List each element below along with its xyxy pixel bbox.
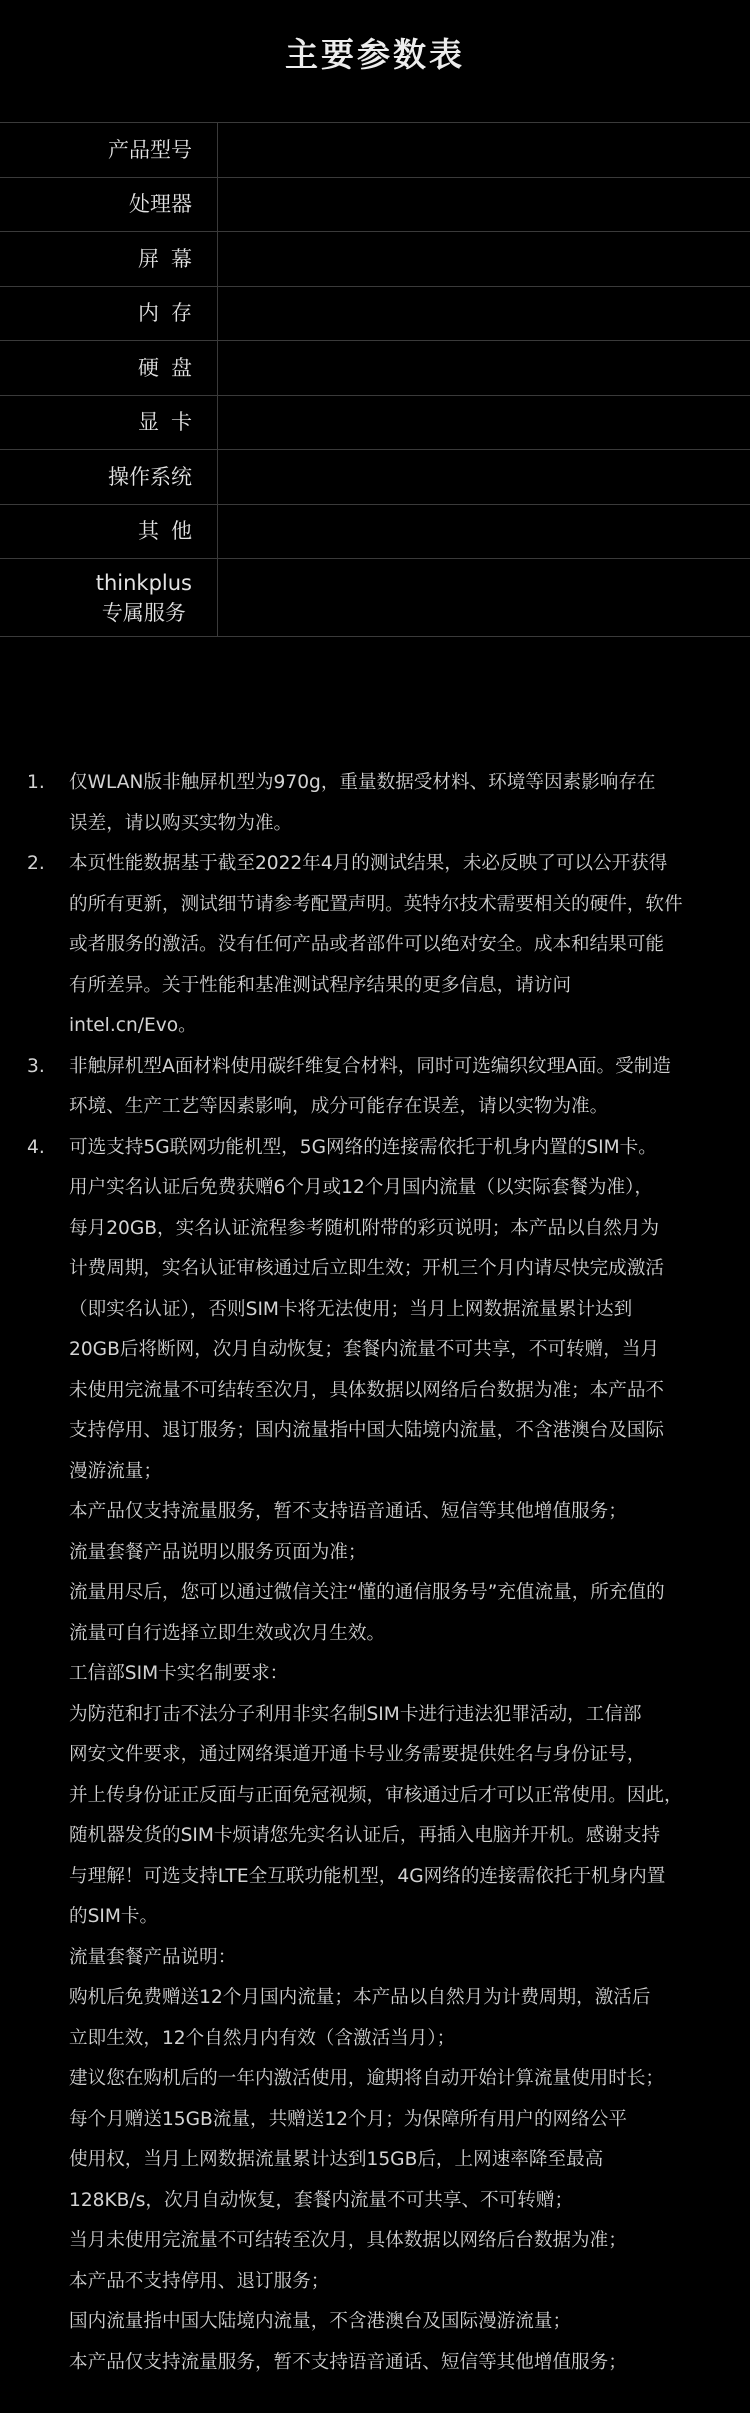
spec-value [218,178,750,232]
footnote-line: 每个月赠送15GB流量，共赠送12个月；为保障所有用户的网络公平 [69,2108,627,2130]
spec-row-graphics [0,396,750,451]
footnote-line: 误差，请以购买实物为准。 [69,812,293,834]
footnote [27,1047,717,1128]
footnote-line: 使用权，当月上网数据流量累计达到15GB后，上网速率降至最高 [69,2149,604,2170]
footnote-line: 支持停用、退订服务；国内流量指中国大陆境内流量，不含港澳台及国际 [69,1420,665,1441]
spec-value [218,287,750,341]
spec-value [218,505,750,559]
spec-row-thinkplus [0,559,750,637]
footnote-line: （即实名认证），否则SIM卡将无法使用；当月上网数据流量累计达到 [69,1298,633,1320]
footnote-text [69,844,717,1047]
footnote-line: 工信部SIM卡实名制要求： [69,1663,289,1684]
spec-value [218,396,750,450]
footnote-line: 与理解！可选支持LTE全互联功能机型，4G网络的连接需依托于机身内置 [69,1865,666,1887]
spec-label: 硬盘 [0,341,218,395]
footnote-number: 4. [27,1136,45,1158]
footnote-line: 128KB/s，次月自动恢复，套餐内流量不可共享、不可转赠； [69,2189,574,2211]
footnote-line: 流量套餐产品说明以服务页面为准； [69,1541,367,1563]
spec-label: 内存 [0,287,218,341]
footnote-line: 的SIM卡。 [69,1906,159,1927]
footnote-line: 未使用完流量不可结转至次月，具体数据以网络后台数据为准；本产品不 [69,1379,665,1401]
footnote-line: 本产品不支持停用、退订服务； [69,2270,330,2292]
footnote [27,1128,717,2384]
spec-row-screen [0,232,750,287]
spec-label: 其他 [0,505,218,559]
footnote-text [69,1047,717,1128]
spec-row-memory [0,287,750,342]
footnote-line: 的所有更新，测试细节请参考配置声明。英特尔技术需要相关的硬件，软件 [69,893,683,915]
footnote-line: 随机器发货的SIM卡烦请您先实名认证后，再插入电脑并开机。感谢支持 [69,1825,661,1846]
footnote-line: 购机后免费赠送12个月国内流量；本产品以自然月为计费周期，激活后 [69,1987,651,2008]
footnote [27,763,717,844]
spec-row-other [0,505,750,560]
spec-label: thinkplus 专属服务 [0,559,218,636]
footnote-line: 网安文件要求，通过网络渠道开通卡号业务需要提供姓名与身份证号， [69,1744,646,1765]
footnotes [0,763,750,2383]
spec-label: 显卡 [0,396,218,450]
footnote-line: 20GB后将断网，次月自动恢复；套餐内流量不可共享，不可转赠，当月 [69,1339,660,1360]
footnote-line: 立即生效，12个自然月内有效（含激活当月）； [69,2027,456,2049]
footnote-line: 用户实名认证后免费获赠6个月或12个月国内流量（以实际套餐为准）， [69,1177,654,1198]
footnote-line: 或者服务的激活。没有任何产品或者部件可以绝对安全。成本和结果可能 [69,934,665,955]
footnote-number: 2. [27,853,45,874]
footnote-line: 环境、生产工艺等因素影响，成分可能存在误差，请以实物为准。 [69,1096,609,1117]
footnote-line: intel.cn/Evo。 [69,1015,197,1036]
footnote-line: 流量用尽后，您可以通过微信关注“懂的通信服务号”充值流量，所充值的 [69,1582,665,1603]
footnote-line: 当月未使用完流量不可结转至次月，具体数据以网络后台数据为准； [69,2230,627,2251]
spec-label: 处理器 [0,178,218,232]
footnote-line: 本产品仅支持流量服务，暂不支持语音通话、短信等其他增值服务； [69,1501,627,1522]
footnote-number: 3. [27,1055,45,1077]
footnote-line: 建议您在购机后的一年内激活使用，逾期将自动开始计算流量使用时长； [69,2068,665,2089]
spec-row-model [0,123,750,178]
footnote-line: 计费周期，实名认证审核通过后立即生效；开机三个月内请尽快完成激活 [69,1258,665,1279]
footnote [27,844,717,1047]
spec-value [218,123,750,177]
spec-value [218,559,750,636]
footnote-line: 本产品仅支持流量服务，暂不支持语音通话、短信等其他增值服务； [69,2351,627,2373]
footnote-line: 为防范和打击不法分子利用非实名制SIM卡进行违法犯罪活动，工信部 [69,1703,642,1725]
spec-value [218,232,750,286]
footnote-line: 流量套餐产品说明： [69,1946,237,1968]
page-title: 主要参数表 [285,34,465,74]
spec-row-os [0,450,750,505]
footnote-text [69,763,717,844]
spec-label: 屏幕 [0,232,218,286]
footnote-line: 流量可自行选择立即生效或次月生效。 [69,1622,386,1644]
footnote-line: 国内流量指中国大陆境内流量，不含港澳台及国际漫游流量； [69,2311,572,2332]
spec-table [0,122,750,637]
footnote-line: 仅WLAN版非触屏机型为970g，重量数据受材料、环境等因素影响存在 [69,772,656,793]
footnote-text [69,1128,717,2384]
footnote-line: 本页性能数据基于截至2022年4月的测试结果，未必反映了可以公开获得 [69,853,668,874]
footnote-line: 可选支持5G联网功能机型，5G网络的连接需依托于机身内置的SIM卡。 [69,1136,657,1158]
spec-row-processor [0,178,750,233]
footnote-line: 有所差异。关于性能和基准测试程序结果的更多信息，请访问 [69,974,572,996]
footnote-line: 漫游流量； [69,1460,162,1482]
spec-value [218,450,750,504]
footnote-line: 非触屏机型A面材料使用碳纤维复合材料，同时可选编织纹理A面。受制造 [69,1055,671,1077]
spec-value [218,341,750,395]
footnote-number: 1. [27,772,45,793]
spec-label: 操作系统 [0,450,218,504]
footnote-line: 并上传身份证正反面与正面免冠视频，审核通过后才可以正常使用。因此， [69,1784,683,1806]
spec-label: 产品型号 [0,123,218,177]
footnote-line: 每月20GB，实名认证流程参考随机附带的彩页说明；本产品以自然月为 [69,1217,660,1239]
spec-row-storage [0,341,750,396]
